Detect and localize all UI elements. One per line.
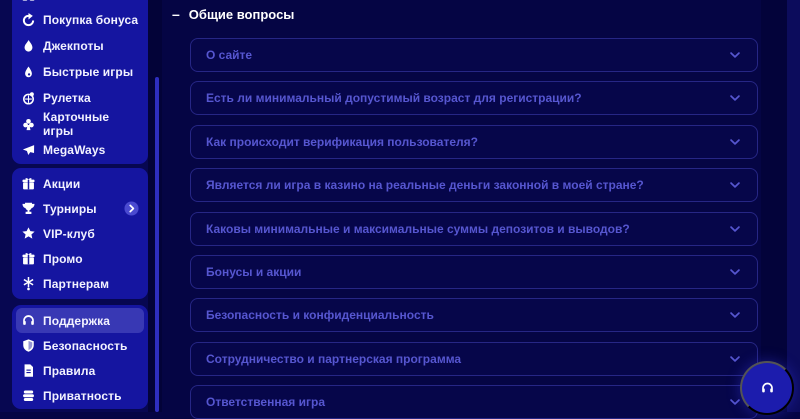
section-header	[172, 7, 294, 22]
sidebar-item-fast-games[interactable]	[16, 59, 144, 85]
chevron-right-circle-icon	[124, 201, 139, 216]
clubs-icon	[21, 117, 36, 132]
sidebar-item-label: Джекпоты	[43, 39, 104, 53]
faq-item-label: Есть ли минимальный допустимый возраст для регистрации?	[206, 91, 582, 105]
sidebar-item-promo[interactable]	[16, 246, 144, 271]
sidebar-group-promotions	[12, 168, 148, 299]
sidebar-item-security[interactable]	[16, 333, 144, 358]
chevron-down-icon	[728, 135, 742, 149]
sidebar-item-label: VIP-клуб	[43, 227, 95, 241]
faq-item-label: Как происходит верификация пользователя?	[206, 135, 478, 149]
sidebar-item-label: Партнерам	[43, 277, 109, 291]
sidebar-item-rules[interactable]	[16, 358, 144, 383]
coins-icon	[21, 388, 36, 403]
sidebar-item-label: Безопасность	[43, 339, 127, 353]
page-title: Общие вопросы	[189, 7, 295, 22]
sidebar-item-roulette[interactable]	[16, 85, 144, 111]
droplet-icon	[21, 65, 36, 80]
faq-item-label: Ответственная игра	[206, 395, 325, 409]
faq-item-label: Безопасность и конфиденциальность	[206, 308, 434, 322]
faq-item-7[interactable]	[190, 342, 758, 376]
gift-icon	[21, 176, 36, 191]
faq-item-0[interactable]	[190, 38, 758, 72]
network-icon	[21, 276, 36, 291]
faq-item-label: Сотрудничество и партнерская программа	[206, 352, 461, 366]
chevron-down-icon	[728, 178, 742, 192]
roulette-icon	[21, 91, 36, 106]
shield-icon	[21, 338, 36, 353]
sidebar-item-label: Турниры	[43, 202, 97, 216]
sidebar-item-label: Поддержка	[43, 314, 110, 328]
faq-item-6[interactable]	[190, 298, 758, 332]
sidebar-group-info	[12, 305, 148, 409]
chevron-down-icon	[728, 91, 742, 105]
sidebar-item-label: Акции	[43, 177, 80, 191]
megaways-icon	[21, 143, 36, 158]
chevron-down-icon	[728, 222, 742, 236]
faq-item-label: Является ли игра в казино на реальные деньги законной в моей стране?	[206, 178, 644, 192]
faq-item-label: Каковы минимальные и максимальные суммы депозитов и выводов?	[206, 222, 630, 236]
sidebar-item-promotions[interactable]	[16, 171, 144, 196]
sidebar-item-tournaments[interactable]	[16, 196, 144, 221]
faq-item-3[interactable]	[190, 168, 758, 202]
faq-item-8[interactable]	[190, 385, 758, 419]
faq-item-2[interactable]	[190, 125, 758, 159]
content-edge-shade	[761, 0, 787, 412]
faq-item-1[interactable]	[190, 81, 758, 115]
sidebar-item-label: Карточные игры	[43, 110, 139, 138]
sidebar-item-label: Правила	[43, 364, 95, 378]
gift-icon	[21, 251, 36, 266]
sidebar-group-games	[12, 0, 148, 164]
faq-list	[190, 38, 758, 419]
sidebar-item-label: Промо	[43, 252, 83, 266]
support-chat-button[interactable]	[740, 361, 794, 415]
sidebar-item-label: Рулетка	[43, 91, 91, 105]
sidebar-item-label: Приватность	[43, 389, 122, 403]
sidebar-scrollbar-thumb[interactable]	[155, 77, 159, 412]
sidebar-item-bonus-buy[interactable]	[16, 7, 144, 33]
collapse-icon[interactable]: –	[172, 8, 180, 21]
chevron-down-icon	[728, 48, 742, 62]
sidebar-item-partners[interactable]	[16, 271, 144, 296]
chevron-down-icon	[728, 395, 742, 409]
sidebar-item-label: MegaWays	[43, 143, 105, 157]
sidebar-item-card-games[interactable]	[16, 111, 144, 137]
sidebar	[0, 0, 148, 412]
bonus-buy-icon	[21, 13, 36, 28]
faq-item-label: Бонусы и акции	[206, 265, 301, 279]
sidebar-item-top-clipped[interactable]	[16, 0, 144, 7]
sidebar-item-label: Быстрые игры	[43, 65, 133, 79]
sidebar-item-vip-club[interactable]	[16, 221, 144, 246]
chevron-down-icon	[728, 308, 742, 322]
page-scrollbar[interactable]	[787, 0, 800, 412]
headphones-icon	[21, 313, 36, 328]
chevron-down-icon	[728, 265, 742, 279]
grid-icon	[21, 0, 36, 2]
faq-item-5[interactable]	[190, 255, 758, 289]
sidebar-item-label: Покупка бонуса	[43, 13, 138, 27]
sidebar-item-privacy[interactable]	[16, 383, 144, 408]
faq-item-4[interactable]	[190, 212, 758, 246]
document-icon	[21, 363, 36, 378]
star-icon	[21, 226, 36, 241]
faq-item-label: О сайте	[206, 48, 252, 62]
chevron-down-icon	[728, 352, 742, 366]
sidebar-item-megaways[interactable]	[16, 137, 144, 163]
flame-icon	[21, 39, 36, 54]
sidebar-item-support[interactable]	[16, 308, 144, 333]
headphones-icon	[760, 381, 775, 396]
sidebar-item-jackpots[interactable]	[16, 33, 144, 59]
trophy-icon	[21, 201, 36, 216]
